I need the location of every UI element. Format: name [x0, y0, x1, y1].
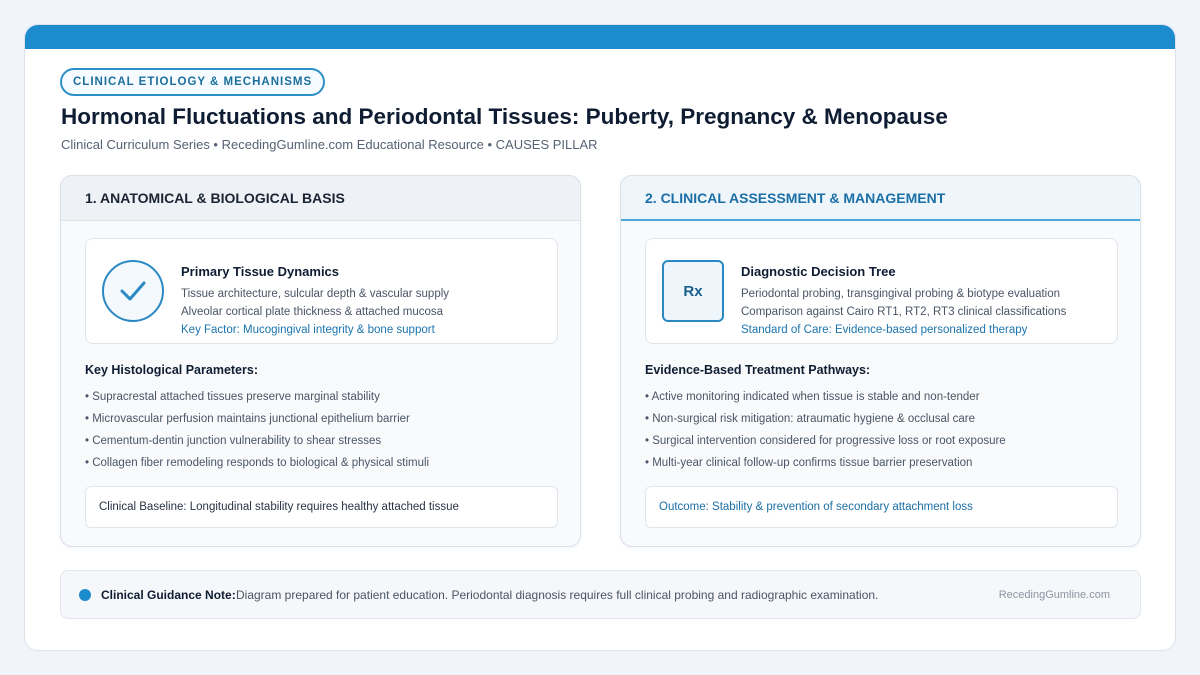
feature-title: Diagnostic Decision Tree	[741, 264, 896, 279]
outcome-box: Outcome: Stability & prevention of secondary attachment loss	[645, 486, 1118, 528]
list-item: • Cementum-dentin junction vulnerability to shear stresses	[85, 435, 382, 447]
panel-anatomical-basis	[60, 175, 581, 547]
panel-clinical-assessment	[620, 175, 1141, 547]
bullet-list	[645, 386, 1006, 474]
feature-card	[85, 238, 558, 344]
guidance-note	[60, 570, 1141, 619]
feature-standard-of-care: Standard of Care: Evidence-based personalized therapy	[741, 324, 1028, 336]
brand-credit: RecedingGumline.com	[998, 589, 1110, 601]
feature-line: Periodontal probing, transgingival probing & biotype evaluation	[741, 288, 1061, 300]
feature-title: Primary Tissue Dynamics	[181, 264, 340, 279]
clinical-baseline-box: Clinical Baseline: Longitudinal stability requires healthy attached tissue	[85, 486, 558, 528]
top-accent-bar	[25, 25, 1175, 49]
rx-icon: Rx	[662, 260, 724, 322]
feature-text	[741, 264, 1111, 339]
info-dot-icon	[79, 589, 91, 601]
feature-line: Comparison against Cairo RT1, RT2, RT3 clinical classifications	[741, 306, 1067, 318]
panel-heading: 1. ANATOMICAL & BIOLOGICAL BASIS	[61, 176, 580, 221]
feature-line: Alveolar cortical plate thickness & attached mucosa	[181, 306, 444, 318]
category-tag: CLINICAL ETIOLOGY & MECHANISMS	[60, 68, 325, 96]
feature-key-factor: Key Factor: Mucogingival integrity & bone support	[181, 324, 435, 336]
page-title: Hormonal Fluctuations and Periodontal Tissues: Puberty, Pregnancy & Menopause	[61, 104, 948, 129]
guidance-note-text: Diagram prepared for patient education. Periodontal diagnosis requires full clinical probing and radiographic examination.	[236, 588, 879, 602]
section-title: Evidence-Based Treatment Pathways:	[645, 363, 871, 377]
list-item: • Active monitoring indicated when tissue is stable and non-tender	[645, 391, 980, 403]
list-item: • Multi-year clinical follow-up confirms tissue barrier preservation	[645, 457, 973, 469]
feature-card	[645, 238, 1118, 344]
list-item: • Surgical intervention considered for progressive loss or root exposure	[645, 435, 1006, 447]
list-item: • Collagen fiber remodeling responds to biological & physical stimuli	[85, 457, 430, 469]
bullet-list	[85, 386, 429, 474]
checkmark-icon	[102, 260, 164, 322]
list-item: • Supracrestal attached tissues preserve marginal stability	[85, 391, 380, 403]
infographic-card	[24, 24, 1176, 651]
page-subtitle: Clinical Curriculum Series • RecedingGumline.com Educational Resource • CAUSES PILLAR	[61, 137, 598, 152]
section-title: Key Histological Parameters:	[85, 363, 258, 377]
guidance-note-label: Clinical Guidance Note:	[101, 588, 236, 602]
list-item: • Non-surgical risk mitigation: atraumatic hygiene & occlusal care	[645, 413, 975, 425]
feature-text	[181, 264, 551, 339]
panel-heading: 2. CLINICAL ASSESSMENT & MANAGEMENT	[621, 176, 1140, 221]
list-item: • Microvascular perfusion maintains junctional epithelium barrier	[85, 413, 410, 425]
feature-line: Tissue architecture, sulcular depth & vascular supply	[181, 288, 450, 300]
